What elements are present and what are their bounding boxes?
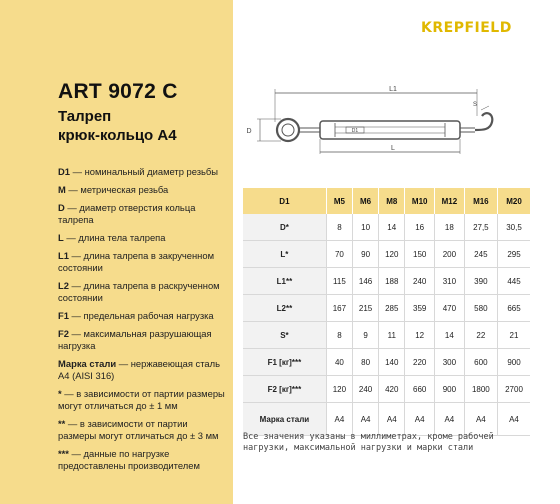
table-cell: 40	[326, 349, 352, 376]
table-cell: 2700	[497, 376, 530, 403]
legend-term: L1	[58, 250, 69, 261]
legend-description: — предельная рабочая нагрузка	[68, 310, 214, 321]
table-row	[243, 241, 530, 268]
table-cell: А4	[326, 403, 352, 436]
table-cell: 8	[326, 322, 352, 349]
table-row	[243, 403, 530, 436]
dim-label-s: S	[472, 102, 478, 108]
table-row-header: L2**	[243, 295, 326, 322]
product-art-number: ART 9072 C	[58, 80, 178, 103]
table-row	[243, 214, 530, 241]
legend-list	[58, 166, 228, 478]
table-cell: 245	[464, 241, 497, 268]
table-cell: 10	[353, 214, 379, 241]
table-cell: А4	[405, 403, 435, 436]
legend-term: L2	[58, 280, 69, 291]
legend-description: — длина талрепа в закрученном состоянии	[58, 250, 215, 273]
table-cell: А4	[464, 403, 497, 436]
legend-item	[58, 448, 228, 472]
table-row-header: D*	[243, 214, 326, 241]
table-cell: 900	[435, 376, 465, 403]
legend-item	[58, 202, 228, 226]
table-cell: 22	[464, 322, 497, 349]
table-header-cell: M20	[497, 188, 530, 214]
legend-description: — в зависимости от партии размеры могут отличаться до ± 1 мм	[58, 388, 225, 411]
table-cell: 660	[405, 376, 435, 403]
legend-item	[58, 184, 228, 196]
dim-label-d1: D1	[351, 128, 359, 134]
legend-description: — длина тела талрепа	[63, 232, 166, 243]
legend-term: F2	[58, 328, 69, 339]
table-cell: 120	[379, 241, 405, 268]
table-header-cell: M8	[379, 188, 405, 214]
table-cell: 445	[497, 268, 530, 295]
table-header-cell: M12	[435, 188, 465, 214]
table-cell: 167	[326, 295, 352, 322]
turnbuckle-drawing	[243, 86, 543, 166]
table-cell: 12	[405, 322, 435, 349]
legend-description: — номинальный диаметр резьбы	[69, 166, 219, 177]
table-cell: 150	[405, 241, 435, 268]
legend-item	[58, 328, 228, 352]
legend-term: D	[58, 202, 65, 213]
table-cell: 30,5	[497, 214, 530, 241]
table-row-header: F2 [кг]***	[243, 376, 326, 403]
legend-term: **	[58, 418, 66, 429]
table-cell: 580	[464, 295, 497, 322]
legend-description: — в зависимости от партии размеры могут отличаться до ± 3 мм	[58, 418, 219, 441]
table-cell: 240	[405, 268, 435, 295]
legend-term: *	[58, 388, 62, 399]
legend-description: — нержавеющая сталь А4 (AISI 316)	[58, 358, 220, 381]
table-cell: 420	[379, 376, 405, 403]
table-cell: 295	[497, 241, 530, 268]
table-cell: 21	[497, 322, 530, 349]
table-header-cell: D1	[243, 188, 326, 214]
table-cell: 285	[379, 295, 405, 322]
table-cell: 900	[497, 349, 530, 376]
legend-term: F1	[58, 310, 69, 321]
table-row	[243, 376, 530, 403]
units-note: Все значения указаны в миллиметрах, кроме рабочей нагрузки, максимальной нагрузки и марки стали	[243, 432, 494, 453]
table-cell: 14	[435, 322, 465, 349]
table-cell: 14	[379, 214, 405, 241]
table-cell: 9	[353, 322, 379, 349]
legend-term: D1	[58, 166, 70, 177]
table-row-header: F1 [кг]***	[243, 349, 326, 376]
table-cell: 70	[326, 241, 352, 268]
table-header-cell: M6	[353, 188, 379, 214]
table-row-header: S*	[243, 322, 326, 349]
table-cell: 80	[353, 349, 379, 376]
legend-item	[58, 280, 228, 304]
table-cell: 18	[435, 214, 465, 241]
dim-label-d: D	[246, 128, 252, 135]
table-cell: 27,5	[464, 214, 497, 241]
table-cell: А4	[435, 403, 465, 436]
legend-description: — максимальная разрушающая нагрузка	[58, 328, 212, 351]
legend-item	[58, 166, 228, 178]
table-cell: 665	[497, 295, 530, 322]
table-cell: 470	[435, 295, 465, 322]
table-row-header: L*	[243, 241, 326, 268]
table-cell: 390	[464, 268, 497, 295]
product-subtitle: крюк-кольцо А4	[58, 127, 177, 144]
legend-description: — метрическая резьба	[65, 184, 169, 195]
legend-item	[58, 418, 228, 442]
table-row	[243, 295, 530, 322]
table-cell: 140	[379, 349, 405, 376]
table-cell: 146	[353, 268, 379, 295]
table-cell: 215	[353, 295, 379, 322]
brand-logo: KREPFIELD	[421, 20, 512, 36]
table-cell: 115	[326, 268, 352, 295]
legend-term: ***	[58, 448, 69, 459]
table-cell: 300	[435, 349, 465, 376]
table-row	[243, 322, 530, 349]
dim-label-l: L	[391, 145, 395, 152]
table-cell: 240	[353, 376, 379, 403]
table-cell: 120	[326, 376, 352, 403]
table-cell: 11	[379, 322, 405, 349]
legend-description: — длина талрепа в раскрученном состоянии	[58, 280, 220, 303]
legend-term: M	[58, 184, 66, 195]
table-cell: А4	[379, 403, 405, 436]
dim-label-l1: L1	[389, 86, 397, 93]
legend-item	[58, 232, 228, 244]
table-row	[243, 349, 530, 376]
legend-description: — диаметр отверстия кольца талрепа	[58, 202, 196, 225]
table-row-header: Марка стали	[243, 403, 326, 436]
table-cell: 188	[379, 268, 405, 295]
legend-item	[58, 310, 228, 322]
table-cell: 90	[353, 241, 379, 268]
table-cell: 200	[435, 241, 465, 268]
table-cell: 310	[435, 268, 465, 295]
table-header-cell: M5	[326, 188, 352, 214]
legend-item	[58, 358, 228, 382]
table-cell: А4	[497, 403, 530, 436]
table-cell: 16	[405, 214, 435, 241]
table-cell: А4	[353, 403, 379, 436]
table-header-cell: M16	[464, 188, 497, 214]
legend-item	[58, 388, 228, 412]
legend-term: L	[58, 232, 64, 243]
table-header-cell: M10	[405, 188, 435, 214]
legend-item	[58, 250, 228, 274]
legend-term: Марка стали	[58, 358, 117, 369]
table-row-header: L1**	[243, 268, 326, 295]
table-cell: 600	[464, 349, 497, 376]
table-cell: 8	[326, 214, 352, 241]
table-cell: 220	[405, 349, 435, 376]
table-cell: 359	[405, 295, 435, 322]
legend-description: — данные по нагрузке предоставлены производителем	[58, 448, 200, 471]
table-cell: 1800	[464, 376, 497, 403]
product-title: Талреп	[58, 108, 112, 125]
table-row	[243, 268, 530, 295]
specification-table	[243, 188, 530, 436]
